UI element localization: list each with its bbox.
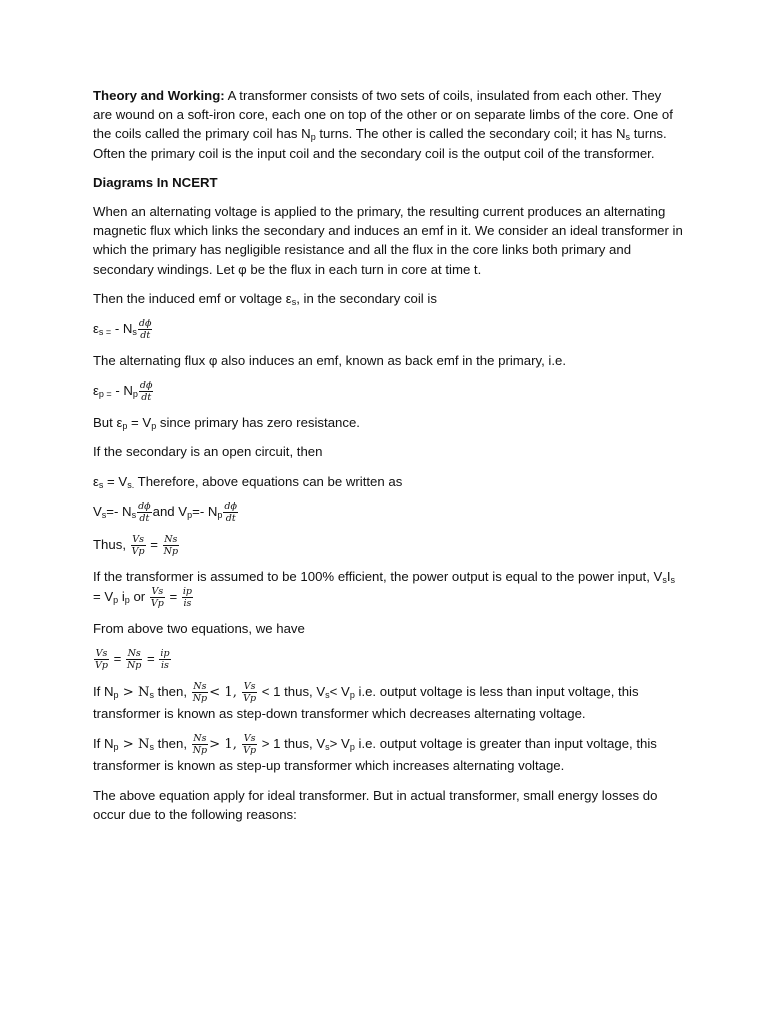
fraction: [192, 733, 208, 756]
equation-voltages: [93, 501, 683, 524]
text: = V: [127, 415, 152, 431]
subscript: p: [187, 509, 193, 520]
text: since primary has zero resistance.: [156, 415, 360, 431]
subscript: p =: [98, 389, 112, 400]
document-body: [93, 86, 683, 834]
symbol: =- N: [106, 503, 132, 519]
fraction: [159, 648, 170, 671]
subscript: s: [325, 742, 330, 753]
symbol: ε: [93, 321, 99, 337]
symbol: V: [93, 503, 102, 519]
denominator: Vp: [95, 660, 108, 672]
text: turns. Often the primary coil is the input coil and the secondary coil is the output coil of the transformer.: [93, 126, 667, 161]
text: < 1 thus, V: [258, 684, 326, 700]
equals-sign: =: [146, 536, 162, 552]
subscript: s.: [127, 479, 135, 490]
text: Then the induced emf or voltage ε: [93, 290, 292, 306]
text: < V: [329, 684, 350, 700]
subscript: s: [625, 132, 631, 143]
numerator: dϕ: [138, 318, 152, 330]
paragraph-zero-resistance: [93, 413, 683, 432]
numerator: Ns: [193, 733, 207, 745]
text: But ε: [93, 415, 123, 431]
text: , in the secondary coil is: [296, 290, 437, 306]
fraction: [150, 586, 165, 609]
numerator: dϕ: [139, 380, 153, 392]
subscript: p: [217, 509, 223, 520]
text: then,: [154, 736, 191, 752]
subscript: p: [349, 742, 355, 753]
denominator: Vp: [243, 693, 257, 705]
numerator: Ns: [127, 648, 141, 660]
text: > V: [329, 736, 350, 752]
paragraph-from-above: From above two equations, we have: [93, 621, 305, 637]
text: i: [118, 589, 125, 605]
subscript: p: [349, 690, 355, 701]
fraction: [131, 534, 146, 557]
text: If N: [93, 684, 114, 700]
paragraph-energy-losses: The above equation apply for ideal transformer. But in actual transformer, small energy losses do occur due to the following reasons:: [93, 787, 658, 822]
symbol: and V: [152, 503, 188, 519]
equation-secondary-emf: [93, 318, 683, 341]
text: = V: [103, 473, 128, 489]
paragraph-open-circuit: If the secondary is an open circuit, then: [93, 444, 323, 460]
numerator: dϕ: [224, 500, 237, 512]
numerator: Vs: [243, 681, 256, 693]
symbol: - N: [111, 383, 133, 399]
subscript: p: [113, 690, 119, 701]
symbol: ε: [93, 383, 99, 399]
paragraph-back-emf: The alternating flux φ also induces an emf, known as back emf in the primary, i.e.: [93, 353, 567, 369]
denominator: Np: [126, 660, 142, 672]
subscript: p: [113, 595, 119, 606]
equation-combined: [93, 648, 683, 671]
subscript: s: [98, 479, 104, 490]
symbol: =- N: [192, 503, 218, 519]
symbol: - N: [111, 321, 133, 337]
text: A transformer consists of two sets of coils, insulated from each other. They are wound on a soft-iron core, each one on top of the other or on separate limbs of the core. One of the coils called the primary coil has N: [93, 88, 673, 142]
fraction: [192, 681, 208, 704]
text: turns. The other is called the secondary coil; it has N: [315, 126, 626, 142]
text: Therefore, above equations can be written as: [134, 473, 403, 489]
text: i.e. output voltage is less than input voltage, this transformer is known as step-down transformer which decreases alternating voltage.: [93, 684, 639, 722]
paragraph-efficiency: [93, 567, 683, 609]
numerator: Vs: [151, 586, 164, 598]
denominator: Np: [192, 693, 208, 705]
numerator: Ns: [164, 533, 178, 545]
subscript: s =: [98, 327, 112, 338]
fraction: [138, 318, 153, 341]
denominator: Vp: [150, 598, 164, 610]
paragraph-alternating-voltage: When an alternating voltage is applied to the primary, the resulting current produces an alternating magnetic flux which links the secondary and induces an emf in it. We consider an ideal transformer in which the primary has negligible resistance and all the flux in the core links both primary and secondary windings. Let φ be the flux in each turn in core at time t.: [93, 204, 683, 277]
subscript: p: [132, 389, 138, 400]
fraction: [126, 648, 142, 671]
text: If N: [93, 736, 114, 752]
text: > 1,: [209, 737, 242, 753]
text: ε: [93, 473, 99, 489]
paragraph-theory: [93, 86, 683, 163]
label: Thus,: [93, 536, 130, 552]
paragraph-step-down: [93, 681, 683, 723]
subscript: s: [325, 690, 330, 701]
subscript: s: [670, 574, 676, 585]
text: > N: [118, 685, 150, 701]
text: < 1,: [209, 685, 242, 701]
fraction: [223, 501, 238, 524]
heading-diagrams: Diagrams In NCERT: [93, 174, 218, 190]
numerator: ip: [182, 586, 192, 598]
denominator: dt: [139, 512, 150, 524]
text: > 1 thus, V: [258, 736, 326, 752]
denominator: is: [183, 598, 192, 610]
subscript: s: [132, 327, 137, 338]
fraction: [242, 681, 257, 704]
subscript: s: [662, 574, 667, 585]
subscript: p: [124, 595, 130, 606]
paragraph-induced-emf: [93, 289, 683, 308]
equation-ratio: [93, 534, 683, 557]
denominator: dt: [140, 330, 151, 342]
numerator: ip: [160, 648, 170, 660]
denominator: dt: [225, 512, 236, 524]
subscript: p: [122, 421, 128, 432]
subscript: s: [149, 690, 155, 701]
equals-sign: =: [165, 589, 181, 605]
fraction: [137, 501, 152, 524]
subscript: p: [151, 421, 157, 432]
equals-sign: =: [143, 651, 159, 667]
paragraph-therefore: [93, 472, 683, 491]
text: or: [129, 589, 149, 605]
fraction: [242, 733, 257, 756]
denominator: Np: [192, 745, 208, 757]
subscript: s: [149, 742, 155, 753]
subscript: s: [101, 509, 107, 520]
denominator: is: [161, 660, 169, 672]
denominator: dt: [141, 392, 152, 404]
subscript: p: [113, 742, 119, 753]
subscript: s: [291, 296, 297, 307]
fraction: [94, 648, 109, 671]
equation-primary-emf: [93, 380, 683, 403]
denominator: Np: [163, 545, 179, 557]
text: If the transformer is assumed to be 100% efficient, the power output is equal to the power input, V: [93, 568, 663, 584]
subscript: s: [131, 509, 137, 520]
numerator: Ns: [193, 681, 207, 693]
fraction: [163, 534, 179, 557]
text: then,: [154, 684, 191, 700]
subscript: p: [310, 132, 316, 143]
heading-theory: Theory and Working:: [93, 88, 225, 103]
equals-sign: =: [109, 651, 125, 667]
numerator: Vs: [95, 648, 108, 660]
denominator: Vp: [131, 545, 145, 557]
fraction: [139, 380, 154, 403]
paragraph-step-up: [93, 733, 683, 775]
numerator: dϕ: [138, 500, 151, 512]
denominator: Vp: [243, 745, 257, 757]
numerator: Vs: [132, 533, 144, 545]
numerator: Vs: [243, 733, 256, 745]
fraction: [182, 586, 193, 609]
text: i.e. output voltage is greater than input voltage, this transformer is known as step-up transformer which increases alternating voltage.: [93, 736, 657, 774]
text: = V: [93, 589, 114, 605]
text: I: [666, 568, 671, 584]
text: > N: [118, 737, 150, 753]
